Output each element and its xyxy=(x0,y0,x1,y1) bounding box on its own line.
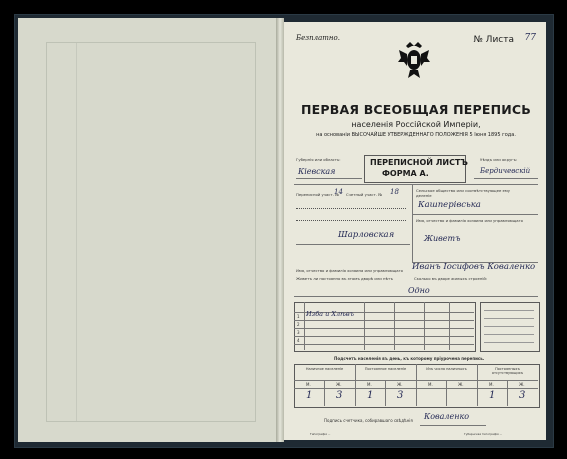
pop-subcol-line xyxy=(507,380,508,406)
section-value: 14 xyxy=(334,188,343,196)
table-row-line xyxy=(294,320,474,321)
table-column-line xyxy=(364,302,365,350)
sub-male: М. xyxy=(306,382,311,387)
row-number: 3 xyxy=(297,330,300,335)
pop-col-line xyxy=(355,364,356,406)
census-form-content xyxy=(294,22,538,440)
table-column-line xyxy=(424,302,425,350)
instruction-line xyxy=(484,310,534,311)
census-form-page xyxy=(284,22,546,440)
sub-male: М. xyxy=(489,382,494,387)
total-value: 3 xyxy=(397,390,404,401)
sub-female: Ж. xyxy=(397,382,403,387)
table-column-line xyxy=(304,302,305,350)
pop-header-line xyxy=(294,380,538,381)
total-value: 3 xyxy=(519,390,526,401)
village-value: Шарловская xyxy=(338,230,395,240)
form-subtitle: ФОРМА А. xyxy=(382,169,429,178)
pop-col-2-label: Постоянное населеніе xyxy=(364,367,407,371)
pop-subcol-line xyxy=(446,380,447,406)
pop-subcol-line xyxy=(324,380,325,406)
pop-col-line xyxy=(477,364,478,406)
counting-label: Счетный участ. № xyxy=(346,192,383,197)
field-divider xyxy=(412,184,413,262)
row-number: 4 xyxy=(297,338,300,343)
counting-value: 18 xyxy=(390,188,399,196)
sheet-number-label: № Листа xyxy=(473,35,514,45)
instruction-line xyxy=(484,318,534,319)
living-label: Живетъ ли постоянно въ этомъ дворѣ или нѣтъ xyxy=(296,276,393,281)
population-count-title: Подсчетъ населенія въ день, къ которому пріурочена перепись. xyxy=(334,356,485,361)
total-value: 3 xyxy=(336,390,343,401)
settlement-underline xyxy=(412,214,538,215)
divider xyxy=(294,296,538,297)
left-page-faint-grid xyxy=(46,42,256,422)
total-value: 1 xyxy=(489,390,496,401)
pop-subcol-line xyxy=(385,380,386,406)
table-column-line xyxy=(394,302,395,350)
dotted-line xyxy=(296,208,406,209)
row-number: 1 xyxy=(297,314,300,319)
free-label: Безплатно. xyxy=(296,34,340,42)
pop-col-4-label: Постоянныхъ отсутствующихъ xyxy=(491,367,524,375)
district-label: Уѣздъ или округъ: xyxy=(480,157,518,162)
instruction-line xyxy=(484,342,534,343)
printer-note-right: Губернская типографія ... xyxy=(464,432,503,436)
pop-col-line xyxy=(416,364,417,406)
sub-female: Ж. xyxy=(519,382,525,387)
district-underline xyxy=(474,178,538,179)
table-row-line xyxy=(294,344,474,345)
signature-value: Коваленко xyxy=(424,412,470,421)
sub-male: М. xyxy=(367,382,372,387)
page-title: ПЕРВАЯ ВСЕОБЩАЯ ПЕРЕПИСЬ xyxy=(300,102,532,117)
pop-sub-line xyxy=(294,388,538,389)
form-title: ПЕРЕПИСНОЙ ЛИСТЪ xyxy=(370,158,468,167)
row-number: 2 xyxy=(297,322,300,327)
village-underline xyxy=(296,244,410,245)
pop-col-1-label: Наличное населеніе xyxy=(305,367,344,371)
owner-label: Имя, отчество и фамилія хозяина или управляющаго xyxy=(296,268,403,273)
section-label: Переписной участ. № xyxy=(296,192,339,197)
decree-line: на основаніи ВЫСОЧАЙШЕ УТВЕРЖДЕННАГО ПОЛОЖЕНІЯ 5 Іюня 1895 года. xyxy=(316,132,516,138)
sub-male: М. xyxy=(428,382,433,387)
signature-line xyxy=(420,425,486,426)
dotted-line xyxy=(296,220,406,221)
province-label: Губернія или область: xyxy=(296,157,341,162)
sub-female: Ж. xyxy=(458,382,464,387)
page-subtitle: населенія Россійской Имперіи, xyxy=(351,120,481,129)
table-column-line xyxy=(449,302,450,350)
village-owner-note: Живетъ xyxy=(424,234,461,243)
district-value: Бердичевскій xyxy=(480,167,531,175)
instruction-line xyxy=(484,334,534,335)
village-label: Имя, отчество и фамилія хозяина или управляющаго xyxy=(416,218,523,223)
entry-1-value: Изба и Хлѣвъ xyxy=(306,310,354,318)
total-value: 1 xyxy=(306,390,313,401)
owner-value: Иванъ Іосифовъ Коваленко xyxy=(412,262,536,272)
table-row-line xyxy=(294,328,474,329)
divider xyxy=(294,184,538,185)
printer-note-left: Типографія ... xyxy=(310,432,331,436)
province-underline xyxy=(296,178,362,179)
count-value: Одно xyxy=(408,286,430,295)
settlement-label: Сельское общество или соотвѣтствующее ему деленіе xyxy=(416,188,510,198)
book-spine xyxy=(276,18,284,442)
left-page xyxy=(18,18,277,442)
count-label: Сколько въ дворе жилыхъ строеній: xyxy=(414,276,488,281)
pop-col-3-label: Изъ числа наличныхъ xyxy=(426,367,467,371)
sheet-number-value: 77 xyxy=(524,33,536,43)
province-value: Кіевская xyxy=(298,167,336,176)
signature-label: Подпись счетчика, собиравшаго свѣдѣнія xyxy=(324,418,413,423)
imperial-eagle-emblem xyxy=(398,40,430,80)
instruction-line xyxy=(484,326,534,327)
total-value: 1 xyxy=(367,390,374,401)
settlement-value: Кашперівська xyxy=(418,200,481,210)
table-row-line xyxy=(294,336,474,337)
sub-female: Ж. xyxy=(336,382,342,387)
